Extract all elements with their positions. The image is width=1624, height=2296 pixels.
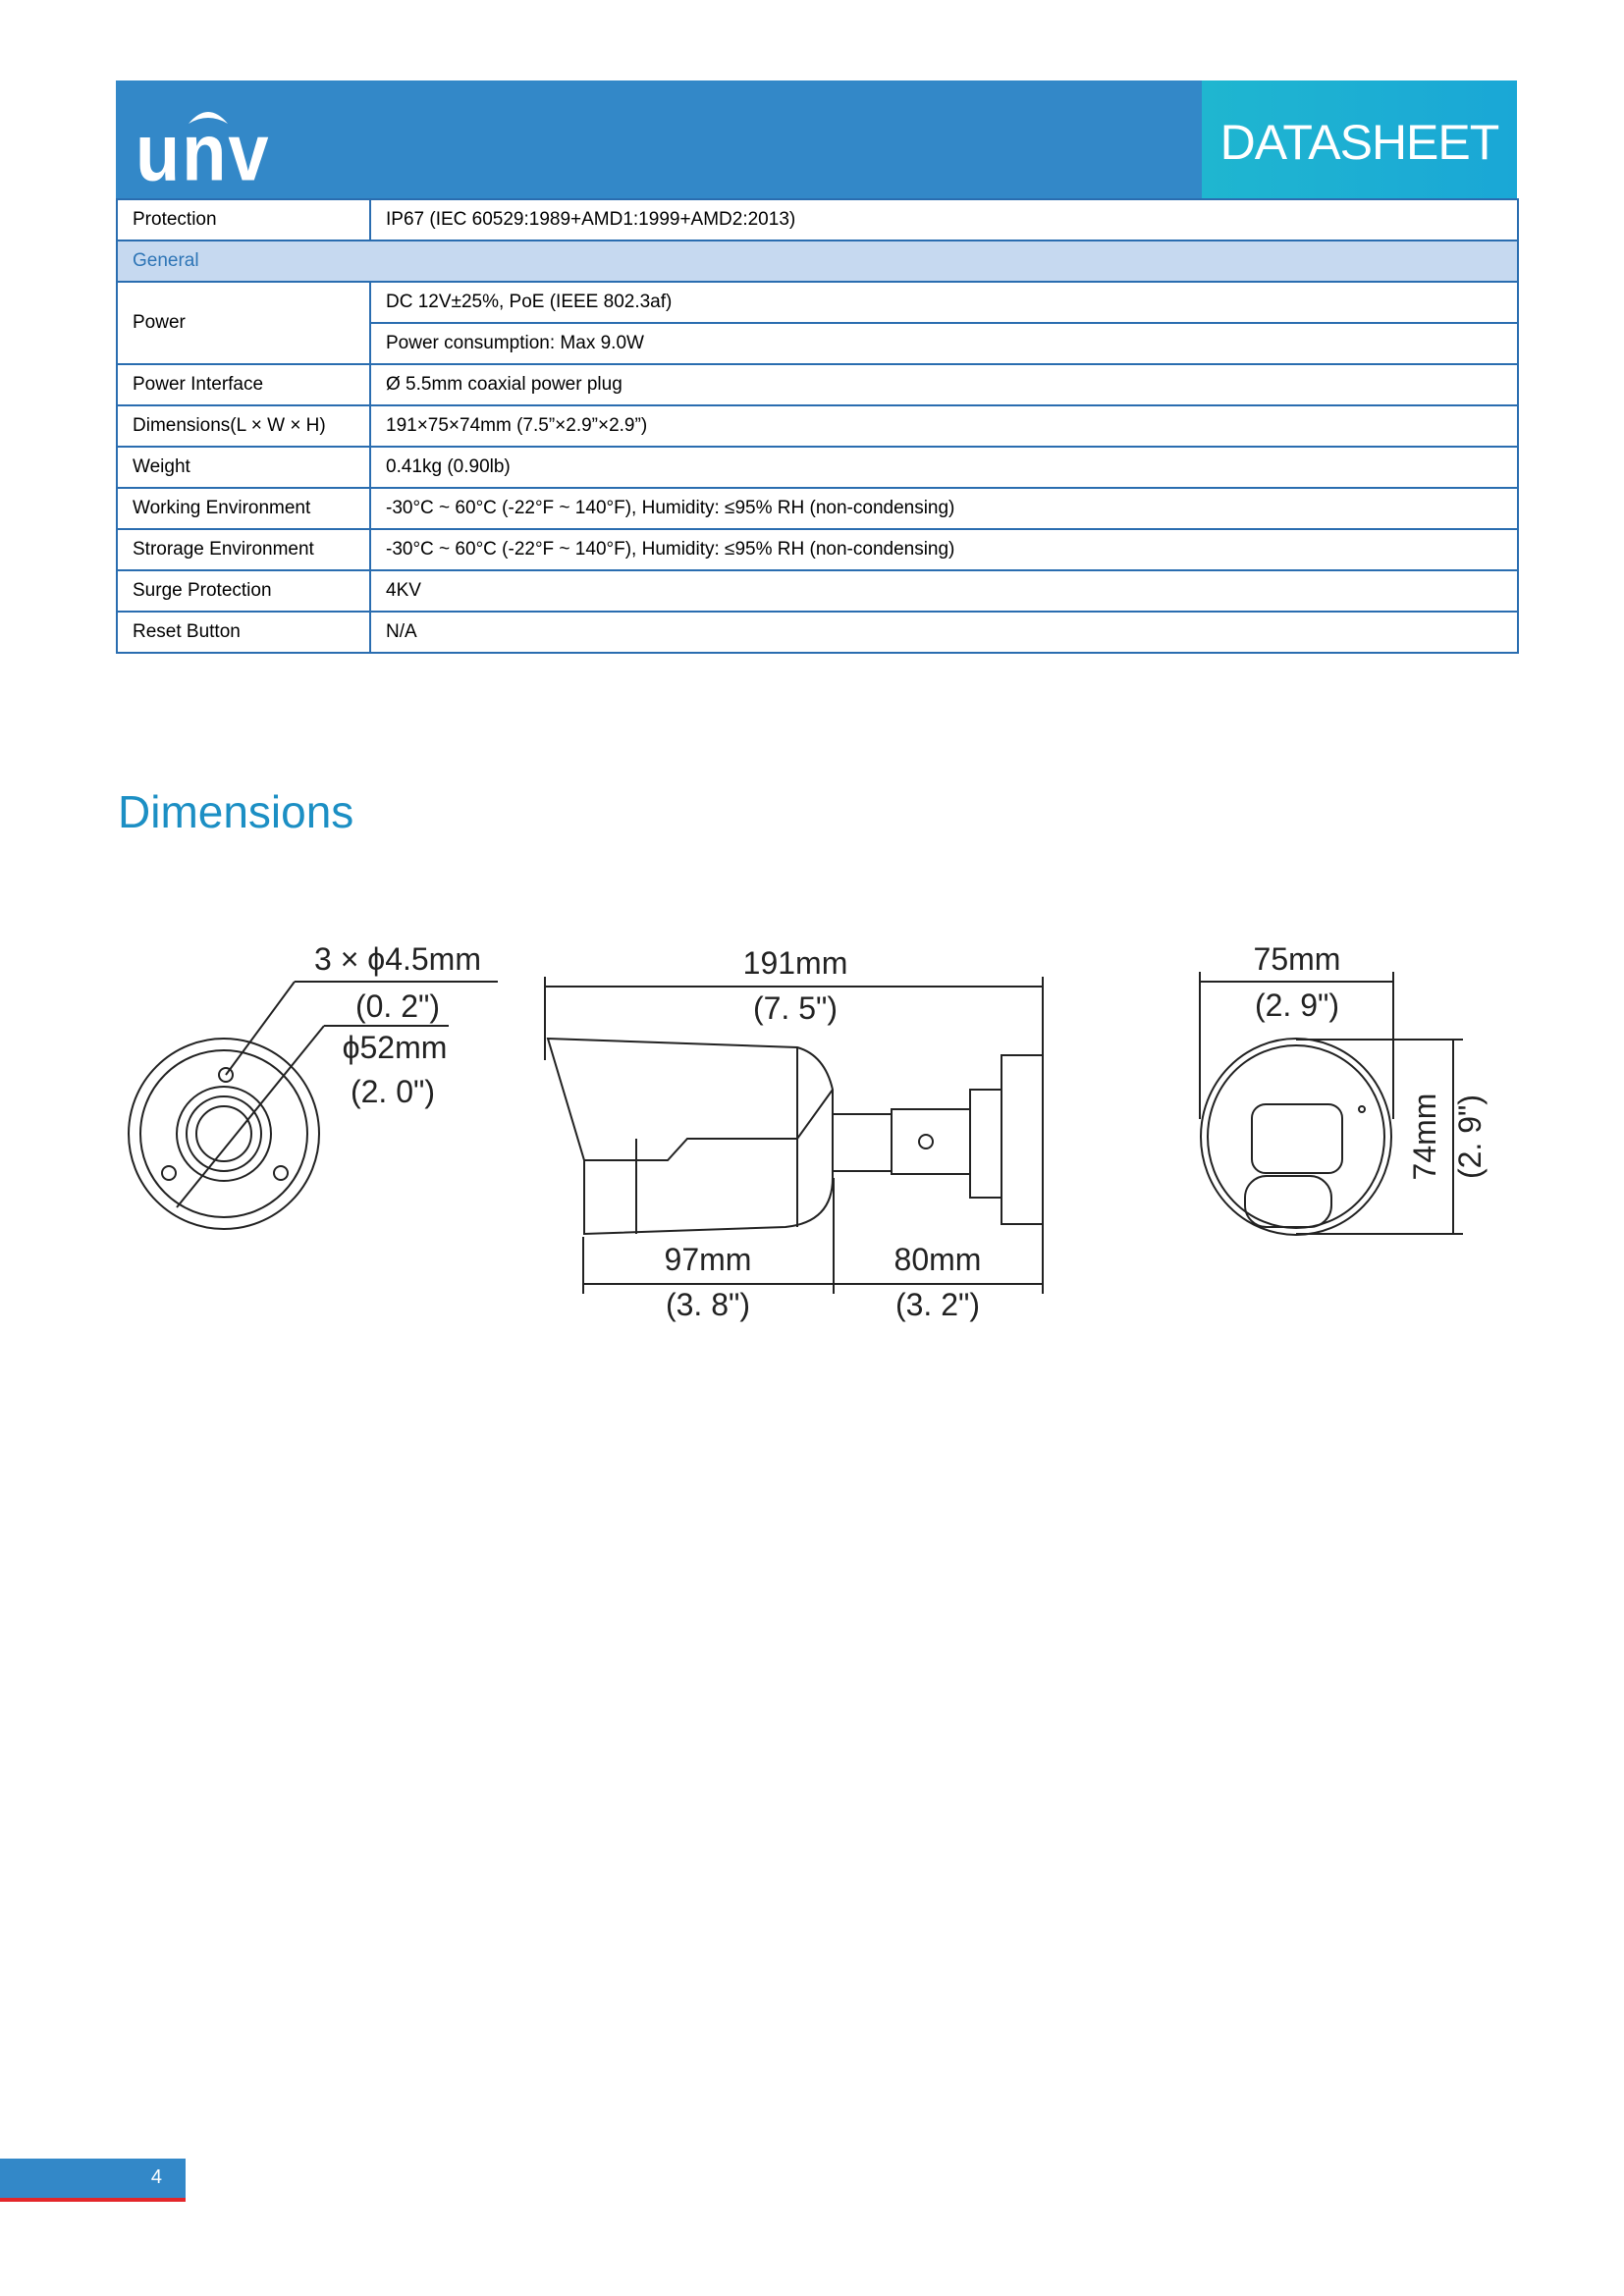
section-row bbox=[117, 240, 1518, 282]
front-view bbox=[1200, 941, 1488, 1235]
page-number: 4 bbox=[150, 2166, 162, 2188]
table-row bbox=[117, 199, 1518, 240]
datasheet-header bbox=[116, 80, 1517, 198]
spec-label: Weight bbox=[117, 447, 370, 488]
brand-logo-text: unv bbox=[135, 106, 271, 198]
width-label: 75mm bbox=[1253, 941, 1341, 977]
spec-label: Power Interface bbox=[117, 364, 370, 405]
spec-label: Dimensions(L × W × H) bbox=[117, 405, 370, 447]
spec-label: Reset Button bbox=[117, 612, 370, 653]
datasheet-badge bbox=[1202, 80, 1517, 198]
rear-length-label: 80mm bbox=[893, 1242, 982, 1277]
spec-value: -30°C ~ 60°C (-22°F ~ 140°F), Humidity: ≤95% RH (non-condensing) bbox=[370, 488, 1518, 529]
spec-value: 0.41kg (0.90lb) bbox=[370, 447, 1518, 488]
table-row bbox=[117, 570, 1518, 612]
width-inch-label: (2. 9") bbox=[1254, 988, 1340, 1023]
table-row bbox=[117, 405, 1518, 447]
spec-value: Ø 5.5mm coaxial power plug bbox=[370, 364, 1518, 405]
spec-value: 4KV bbox=[370, 570, 1518, 612]
side-view bbox=[545, 945, 1043, 1322]
spec-value: -30°C ~ 60°C (-22°F ~ 140°F), Humidity: ≤95% RH (non-condensing) bbox=[370, 529, 1518, 570]
spec-value: IP67 (IEC 60529:1989+AMD1:1999+AMD2:2013) bbox=[370, 199, 1518, 240]
spec-label: Protection bbox=[117, 199, 370, 240]
spec-label: Strorage Environment bbox=[117, 529, 370, 570]
table-row bbox=[117, 282, 1518, 323]
spec-value: Power consumption: Max 9.0W bbox=[370, 323, 1518, 364]
spec-value: 191×75×74mm (7.5”×2.9”×2.9”) bbox=[370, 405, 1518, 447]
table-row bbox=[117, 529, 1518, 570]
height-label: 74mm bbox=[1407, 1093, 1442, 1181]
table-row bbox=[117, 612, 1518, 653]
front-length-inch-label: (3. 8") bbox=[665, 1287, 751, 1322]
diameter-label: ϕ52mm bbox=[342, 1030, 448, 1065]
diameter-inch-label: (2. 0") bbox=[350, 1074, 436, 1109]
rear-view bbox=[129, 941, 498, 1229]
table-row bbox=[117, 488, 1518, 529]
spec-label: Working Environment bbox=[117, 488, 370, 529]
front-length-label: 97mm bbox=[664, 1242, 752, 1277]
spec-value: DC 12V±25%, PoE (IEEE 802.3af) bbox=[370, 282, 1518, 323]
table-row bbox=[117, 364, 1518, 405]
dimension-drawing bbox=[0, 913, 1624, 1345]
page-footer bbox=[0, 2159, 186, 2198]
rear-length-inch-label: (3. 2") bbox=[894, 1287, 981, 1322]
spec-table bbox=[116, 198, 1519, 654]
spec-label: Surge Protection bbox=[117, 570, 370, 612]
hole-size-inch-label: (0. 2") bbox=[354, 988, 441, 1024]
spec-value: N/A bbox=[370, 612, 1518, 653]
table-row bbox=[117, 447, 1518, 488]
length-inch-label: (7. 5") bbox=[752, 990, 839, 1026]
height-inch-label: (2. 9") bbox=[1452, 1094, 1488, 1180]
footer-accent-line bbox=[0, 2198, 186, 2202]
datasheet-label: DATASHEET bbox=[1219, 115, 1499, 170]
section-label: General bbox=[117, 240, 1518, 282]
unv-logo bbox=[135, 90, 293, 198]
dimensions-heading: Dimensions bbox=[118, 786, 354, 837]
spec-label: Power bbox=[117, 282, 370, 364]
length-label: 191mm bbox=[742, 945, 848, 981]
hole-size-label: 3 × ϕ4.5mm bbox=[314, 941, 481, 977]
